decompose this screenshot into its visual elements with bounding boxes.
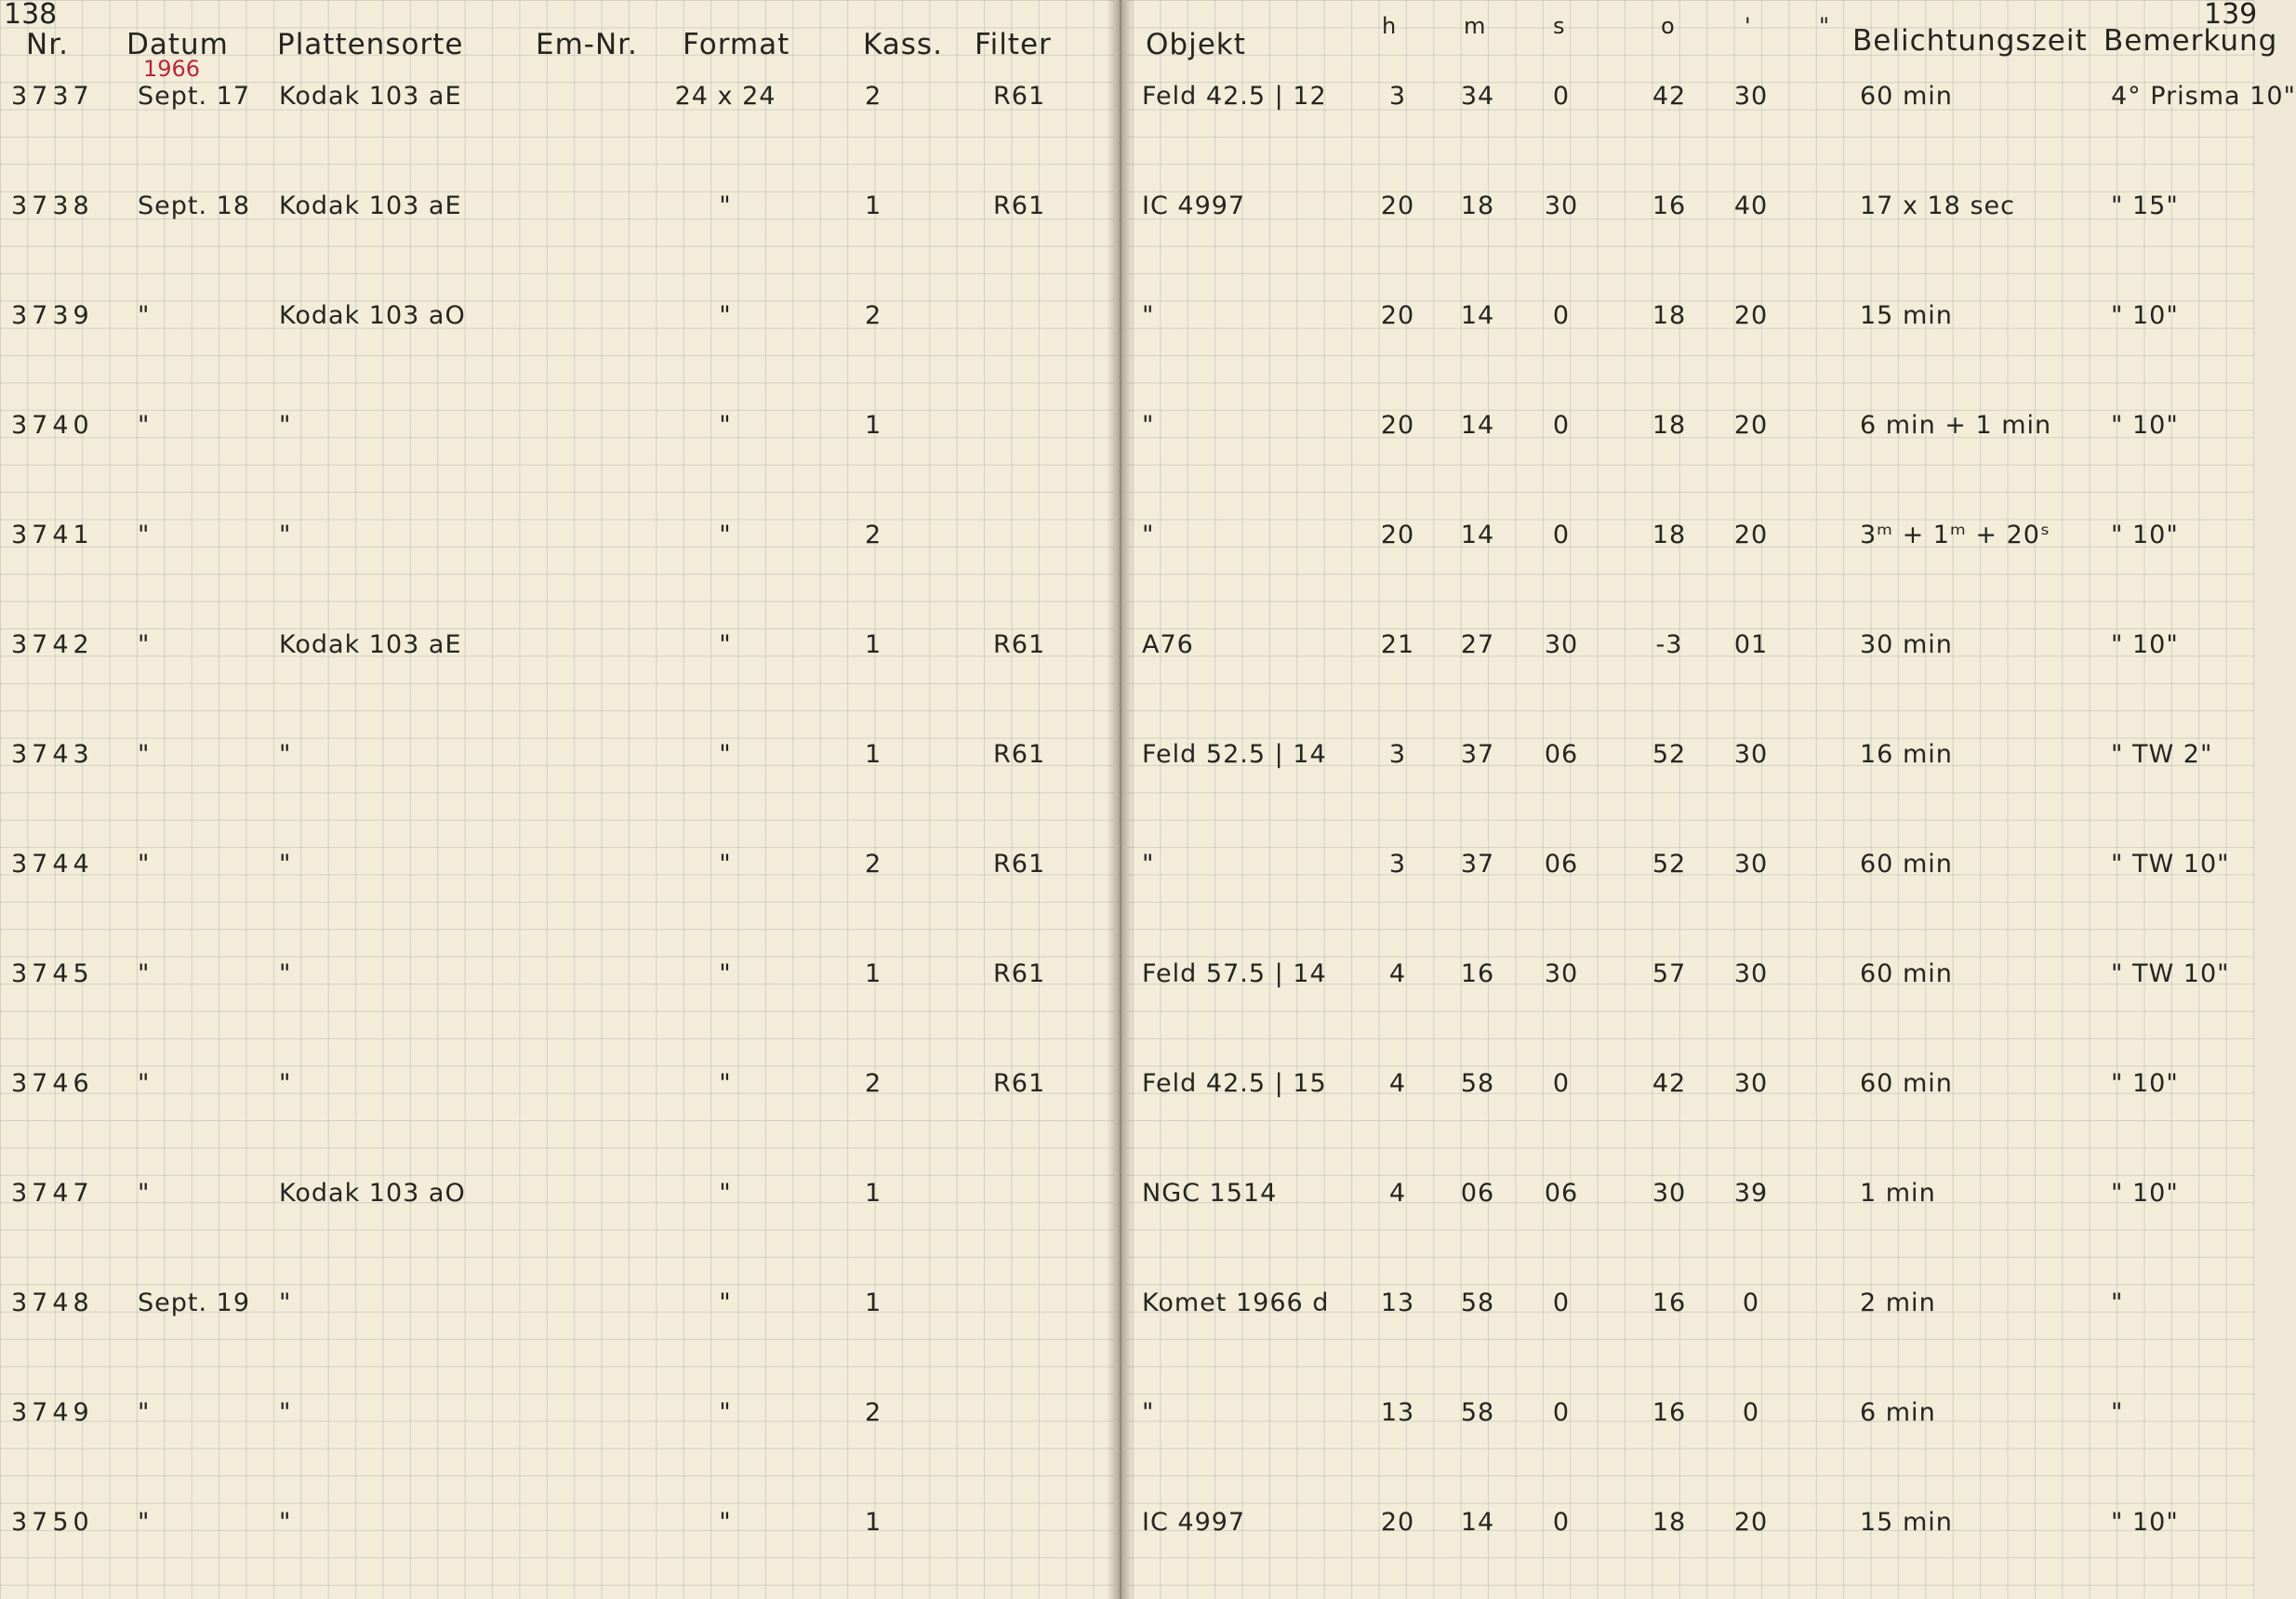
cassette-cell: 1 <box>865 411 883 440</box>
plate-type-cell: " <box>279 959 292 988</box>
remark-cell: " 10" <box>2111 411 2179 440</box>
exposure-time-cell: 60 min <box>1860 1069 1953 1098</box>
plate-number-cell: 3746 <box>11 1069 94 1098</box>
plate-number-cell: 3738 <box>11 192 94 220</box>
ra-seconds-cell: 30 <box>1544 959 1579 988</box>
date-cell: " <box>138 1069 151 1098</box>
header-arcsec: " <box>1819 13 1830 39</box>
object-cell: NGC 1514 <box>1142 1179 1278 1208</box>
date-cell: " <box>138 959 151 988</box>
ra-seconds-cell: 0 <box>1552 521 1571 549</box>
ra-seconds-cell: 06 <box>1544 1179 1579 1208</box>
ra-minutes-cell: 14 <box>1460 301 1495 330</box>
remark-cell: " 10" <box>2111 301 2179 330</box>
exposure-time-cell: 3ᵐ + 1ᵐ + 20ˢ <box>1860 521 2051 549</box>
filter-cell: R61 <box>993 959 1046 988</box>
cassette-cell: 1 <box>865 959 883 988</box>
cassette-cell: 1 <box>865 740 883 769</box>
object-cell: Feld 57.5 | 14 <box>1142 959 1327 988</box>
dec-degrees-cell: 18 <box>1652 1508 1687 1537</box>
ra-hours-cell: 4 <box>1388 959 1407 988</box>
exposure-time-cell: 16 min <box>1860 740 1953 769</box>
dec-arcmin-cell: 30 <box>1733 1069 1769 1098</box>
dec-arcmin-cell: 40 <box>1733 192 1769 220</box>
plate-type-cell: " <box>279 1398 292 1427</box>
dec-arcmin-cell: 30 <box>1733 850 1769 879</box>
dec-degrees-cell: -3 <box>1655 630 1683 659</box>
ra-minutes-cell: 16 <box>1460 959 1495 988</box>
dec-degrees-cell: 16 <box>1652 1398 1687 1427</box>
header-datum: Datum <box>126 28 229 61</box>
header-format: Format <box>683 28 790 61</box>
exposure-time-cell: 1 min <box>1860 1179 1936 1208</box>
dec-degrees-cell: 52 <box>1652 850 1687 879</box>
ra-minutes-cell: 06 <box>1460 1179 1495 1208</box>
format-cell: " <box>719 1179 732 1208</box>
plate-type-cell: " <box>279 740 292 769</box>
date-cell: Sept. 19 <box>138 1288 250 1317</box>
date-cell: " <box>138 740 151 769</box>
dec-degrees-cell: 18 <box>1652 301 1687 330</box>
ra-hours-cell: 20 <box>1380 301 1415 330</box>
remark-cell: " <box>2111 1398 2124 1427</box>
remark-cell: " 10" <box>2111 1069 2179 1098</box>
ra-minutes-cell: 14 <box>1460 411 1495 440</box>
dec-degrees-cell: 30 <box>1652 1179 1687 1208</box>
dec-degrees-cell: 42 <box>1652 82 1687 111</box>
format-cell: " <box>719 1069 732 1098</box>
ra-minutes-cell: 34 <box>1460 82 1495 111</box>
plate-type-cell: " <box>279 1288 292 1317</box>
plate-number-cell: 3741 <box>11 521 94 549</box>
left-page-number: 138 <box>4 0 58 31</box>
remark-cell: " TW 2" <box>2111 740 2213 769</box>
format-cell: " <box>719 850 732 879</box>
date-cell: " <box>138 301 151 330</box>
format-cell: " <box>719 1508 732 1537</box>
cassette-cell: 2 <box>865 1069 883 1098</box>
ra-hours-cell: 3 <box>1388 82 1407 111</box>
cassette-cell: 2 <box>865 82 883 111</box>
plate-number-cell: 3747 <box>11 1179 94 1208</box>
format-cell: 24 x 24 <box>674 82 776 111</box>
plate-type-cell: Kodak 103 aO <box>279 301 466 330</box>
plate-type-cell: " <box>279 850 292 879</box>
dec-arcmin-cell: 39 <box>1733 1179 1769 1208</box>
ra-seconds-cell: 0 <box>1552 1288 1571 1317</box>
exposure-time-cell: 60 min <box>1860 82 1953 111</box>
ra-hours-cell: 4 <box>1388 1179 1407 1208</box>
ra-seconds-cell: 0 <box>1552 1508 1571 1537</box>
cassette-cell: 2 <box>865 521 883 549</box>
header-belichtungszeit: Belichtungszeit <box>1852 24 2088 58</box>
date-cell: " <box>138 850 151 879</box>
date-cell: " <box>138 1508 151 1537</box>
ra-hours-cell: 20 <box>1380 521 1415 549</box>
format-cell: " <box>719 1288 732 1317</box>
cassette-cell: 1 <box>865 1508 883 1537</box>
plate-number-cell: 3749 <box>11 1398 94 1427</box>
right-page <box>1127 0 2254 1599</box>
dec-degrees-cell: 16 <box>1652 192 1687 220</box>
header-objekt: Objekt <box>1146 28 1246 61</box>
remark-cell: " 10" <box>2111 1179 2179 1208</box>
plate-number-cell: 3744 <box>11 850 94 879</box>
ra-seconds-cell: 06 <box>1544 850 1579 879</box>
ra-minutes-cell: 58 <box>1460 1288 1495 1317</box>
dec-arcmin-cell: 20 <box>1733 411 1769 440</box>
header-bemerkung: Bemerkung <box>2104 24 2278 58</box>
exposure-time-cell: 60 min <box>1860 850 1953 879</box>
dec-degrees-cell: 16 <box>1652 1288 1687 1317</box>
plate-number-cell: 3742 <box>11 630 94 659</box>
remark-cell: 4° Prisma 10" <box>2111 82 2296 111</box>
date-cell: " <box>138 411 151 440</box>
plate-number-cell: 3748 <box>11 1288 94 1317</box>
dec-degrees-cell: 18 <box>1652 411 1687 440</box>
ra-minutes-cell: 18 <box>1460 192 1495 220</box>
ra-minutes-cell: 27 <box>1460 630 1495 659</box>
header-nr: Nr. <box>26 28 69 61</box>
ra-hours-cell: 21 <box>1380 630 1415 659</box>
date-cell: " <box>138 1179 151 1208</box>
plate-type-cell: Kodak 103 aE <box>279 192 462 220</box>
header-h: h <box>1382 13 1397 39</box>
format-cell: " <box>719 740 732 769</box>
object-cell: IC 4997 <box>1142 192 1246 220</box>
dec-arcmin-cell: 20 <box>1733 301 1769 330</box>
plate-number-cell: 3740 <box>11 411 94 440</box>
date-cell: Sept. 17 <box>138 82 250 111</box>
object-cell: " <box>1142 1398 1155 1427</box>
header-deg: o <box>1661 13 1675 39</box>
exposure-time-cell: 30 min <box>1860 630 1953 659</box>
ra-seconds-cell: 0 <box>1552 301 1571 330</box>
filter-cell: R61 <box>993 1069 1046 1098</box>
plate-number-cell: 3743 <box>11 740 94 769</box>
ra-minutes-cell: 58 <box>1460 1069 1495 1098</box>
object-cell: Komet 1966 d <box>1142 1288 1330 1317</box>
cassette-cell: 2 <box>865 1398 883 1427</box>
ra-hours-cell: 20 <box>1380 1508 1415 1537</box>
plate-type-cell: " <box>279 521 292 549</box>
ra-seconds-cell: 0 <box>1552 1398 1571 1427</box>
dec-degrees-cell: 57 <box>1652 959 1687 988</box>
format-cell: " <box>719 411 732 440</box>
object-cell: Feld 42.5 | 15 <box>1142 1069 1327 1098</box>
ra-minutes-cell: 14 <box>1460 1508 1495 1537</box>
format-cell: " <box>719 301 732 330</box>
left-page <box>0 0 1114 1599</box>
ra-seconds-cell: 30 <box>1544 192 1579 220</box>
filter-cell: R61 <box>993 82 1046 111</box>
cassette-cell: 1 <box>865 192 883 220</box>
dec-arcmin-cell: 30 <box>1733 740 1769 769</box>
header-plattensorte: Plattensorte <box>277 28 464 61</box>
dec-arcmin-cell: 20 <box>1733 1508 1769 1537</box>
filter-cell: R61 <box>993 740 1046 769</box>
plate-type-cell: Kodak 103 aE <box>279 82 462 111</box>
ra-hours-cell: 20 <box>1380 192 1415 220</box>
ra-seconds-cell: 0 <box>1552 1069 1571 1098</box>
plate-type-cell: " <box>279 1508 292 1537</box>
object-cell: " <box>1142 521 1155 549</box>
remark-cell: " TW 10" <box>2111 959 2230 988</box>
remark-cell: " TW 10" <box>2111 850 2230 879</box>
object-cell: Feld 52.5 | 14 <box>1142 740 1327 769</box>
plate-type-cell: " <box>279 1069 292 1098</box>
cassette-cell: 1 <box>865 1179 883 1208</box>
remark-cell: " 10" <box>2111 630 2179 659</box>
plate-number-cell: 3739 <box>11 301 94 330</box>
object-cell: Feld 42.5 | 12 <box>1142 82 1327 111</box>
ra-seconds-cell: 06 <box>1544 740 1579 769</box>
object-cell: A76 <box>1142 630 1194 659</box>
remark-cell: " <box>2111 1288 2124 1317</box>
ra-hours-cell: 3 <box>1388 850 1407 879</box>
dec-arcmin-cell: 01 <box>1733 630 1769 659</box>
cassette-cell: 2 <box>865 850 883 879</box>
format-cell: " <box>719 630 732 659</box>
dec-arcmin-cell: 30 <box>1733 959 1769 988</box>
exposure-time-cell: 2 min <box>1860 1288 1936 1317</box>
header-m: m <box>1464 13 1486 39</box>
date-cell: Sept. 18 <box>138 192 250 220</box>
plate-type-cell: Kodak 103 aO <box>279 1179 466 1208</box>
ra-seconds-cell: 0 <box>1552 411 1571 440</box>
ra-seconds-cell: 0 <box>1552 82 1571 111</box>
ra-hours-cell: 13 <box>1380 1398 1415 1427</box>
format-cell: " <box>719 1398 732 1427</box>
remark-cell: " 10" <box>2111 521 2179 549</box>
cassette-cell: 1 <box>865 1288 883 1317</box>
plate-number-cell: 3737 <box>11 82 94 111</box>
plate-number-cell: 3745 <box>11 959 94 988</box>
filter-cell: R61 <box>993 192 1046 220</box>
format-cell: " <box>719 959 732 988</box>
cassette-cell: 1 <box>865 630 883 659</box>
filter-cell: R61 <box>993 630 1046 659</box>
format-cell: " <box>719 521 732 549</box>
plate-type-cell: " <box>279 411 292 440</box>
ra-hours-cell: 20 <box>1380 411 1415 440</box>
dec-degrees-cell: 18 <box>1652 521 1687 549</box>
dec-arcmin-cell: 30 <box>1733 82 1769 111</box>
ra-minutes-cell: 37 <box>1460 850 1495 879</box>
date-cell: " <box>138 521 151 549</box>
ra-hours-cell: 4 <box>1388 1069 1407 1098</box>
format-cell: " <box>719 192 732 220</box>
remark-cell: " 15" <box>2111 192 2179 220</box>
ra-minutes-cell: 58 <box>1460 1398 1495 1427</box>
dec-arcmin-cell: 20 <box>1733 521 1769 549</box>
book-gutter <box>1107 0 1135 1599</box>
ra-minutes-cell: 37 <box>1460 740 1495 769</box>
object-cell: IC 4997 <box>1142 1508 1246 1537</box>
plate-type-cell: Kodak 103 aE <box>279 630 462 659</box>
right-page-number: 139 <box>2204 0 2258 31</box>
date-cell: " <box>138 630 151 659</box>
header-em-nr: Em-Nr. <box>536 28 638 61</box>
exposure-time-cell: 15 min <box>1860 1508 1953 1537</box>
exposure-time-cell: 15 min <box>1860 301 1953 330</box>
exposure-time-cell: 60 min <box>1860 959 1953 988</box>
plate-number-cell: 3750 <box>11 1508 94 1537</box>
exposure-time-cell: 6 min <box>1860 1398 1936 1427</box>
header-s: s <box>1553 13 1565 39</box>
exposure-time-cell: 6 min + 1 min <box>1860 411 2052 440</box>
dec-degrees-cell: 52 <box>1652 740 1687 769</box>
cassette-cell: 2 <box>865 301 883 330</box>
exposure-time-cell: 17 x 18 sec <box>1860 192 2015 220</box>
ra-minutes-cell: 14 <box>1460 521 1495 549</box>
dec-arcmin-cell: 0 <box>1742 1288 1760 1317</box>
header-filter: Filter <box>975 28 1052 61</box>
ra-hours-cell: 3 <box>1388 740 1407 769</box>
header-year: 1966 <box>143 56 201 82</box>
object-cell: " <box>1142 850 1155 879</box>
object-cell: " <box>1142 301 1155 330</box>
date-cell: " <box>138 1398 151 1427</box>
dec-arcmin-cell: 0 <box>1742 1398 1760 1427</box>
object-cell: " <box>1142 411 1155 440</box>
ra-seconds-cell: 30 <box>1544 630 1579 659</box>
header-arcmin: ' <box>1745 13 1751 39</box>
dec-degrees-cell: 42 <box>1652 1069 1687 1098</box>
ra-hours-cell: 13 <box>1380 1288 1415 1317</box>
remark-cell: " 10" <box>2111 1508 2179 1537</box>
filter-cell: R61 <box>993 850 1046 879</box>
header-kass: Kass. <box>863 28 943 61</box>
